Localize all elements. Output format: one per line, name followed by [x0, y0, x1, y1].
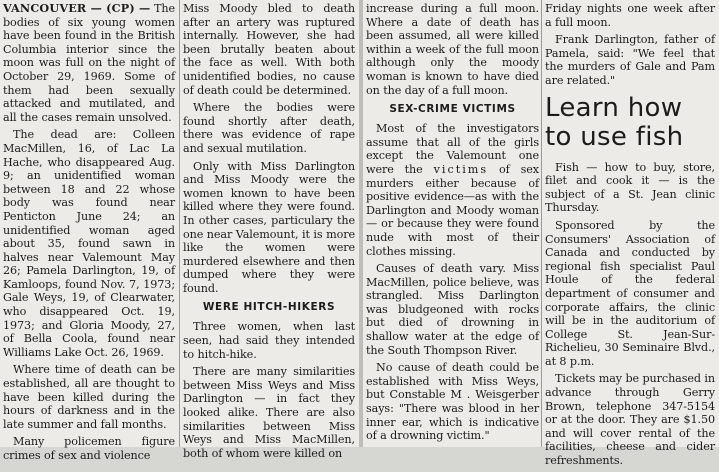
- column-rule: [179, 0, 180, 447]
- article-paragraph: Most of the investigators assume that all of the girls except the Valemount one were the victims of sex murders either because of positive evidence—as with the Darlington and Moody woman — or because they were found nude with most of their clothes missing.: [366, 122, 539, 258]
- article-paragraph: Causes of death vary. Miss MacMillen, police believe, was strangled. Miss Darlington was bludgeoned with rocks but died of drowning in shallow water at the edge of the South Thompson River.: [366, 262, 539, 357]
- article-paragraph: The dead are: Colleen MacMillen, 16, of Lac La Hache, who disappeared Aug. 9; an unidentified woman between 18 and 22 whose body was found near Penticton June 24; an unidentified woman aged about 35, found sawn in halves near Valemount May 26; Pamela Darlington, 19, of Kamloops, found Nov. 7, 1973; Gale Weys, 19, of Clearwater, who disappeared Oct. 19, 1973; and Gloria Moody, 27, of Bella Coola, found near Williams Lake Oct. 26, 1969.: [3, 128, 175, 359]
- article-column-4: [545, 2, 715, 472]
- article-column-1: [3, 2, 175, 467]
- subheading: SEX-CRIME VICTIMS: [389, 103, 516, 116]
- headline: Learn how to use fish: [545, 92, 684, 152]
- article-paragraph: No cause of death could be established with Miss Weys, but Constable M . Weisgerber says: "There was blood in her inner ear, which is indicative of a drowning victim.": [366, 361, 539, 443]
- article-paragraph: Only with Miss Darlington and Miss Moody were the women known to have been killed where they were found. In other cases, particulary the one near Valemount, it is more like the women were murdered elsewhere and then dumped where they were found.: [183, 159, 355, 295]
- article-paragraph: increase during a full moon. Where a date of death has been assumed, all were killed within a week of the full moon although only the moody woman is known to have died on the day of a full moon.: [366, 2, 539, 97]
- article-column-2: [183, 2, 355, 464]
- dateline: VANCOUVER — (CP) —: [3, 1, 151, 15]
- article-paragraph: Tickets may be purchased in advance through Gerry Brown, telephone 347-5154 or at the door. They are $1.50 and will cover rental of the facilities, cheese and cider refreshments.: [545, 372, 716, 468]
- newspaper-clipping-left: [0, 0, 359, 462]
- article-paragraph: Where time of death can be established, all are thought to have been killed during the hours of darkness and in the late summer and fall months.: [3, 363, 175, 431]
- article-paragraph: There are many similarities between Miss Weys and Miss Darlington — in fact they looked alike. There are also similarities between Miss Weys and Miss MacMillen, both of whom were killed on: [183, 365, 355, 460]
- column-rule: [541, 0, 542, 447]
- article-paragraph: Three women, when last seen, had said they intended to hitch-hike.: [183, 320, 355, 361]
- article-paragraph: Many policemen figure crimes of sex and violence: [3, 435, 175, 462]
- article-paragraph: VANCOUVER — (CP) — The bodies of six young women have been found in the British Columbia interior since the moon was full on the night of October 29, 1969. Some of them had been sexually attacked and mutilated, and all the cases remain unsolved.: [3, 1, 175, 124]
- article-column-3: [366, 2, 539, 447]
- article-paragraph: Friday nights one week after a full moon.: [545, 2, 715, 29]
- article-paragraph: Fish — how to buy, store, filet and cook it — is the subject of a St. Jean clinic Thursday.: [545, 160, 715, 215]
- article-paragraph: Frank Darlington, father of Pamela, said: "We feel that the murders of Gale and Pam are related.": [545, 33, 715, 87]
- article-paragraph: Sponsored by the Consumers' Association of Canada and conducted by regional fish specialist Paul Houle of the federal department of consumer and corporate affairs, the clinic will be in the auditorium of College St. Jean-Sur-Richelieu, 30 Seminaire Blvd., at 8 p.m.: [545, 218, 715, 368]
- subheading: WERE HITCH-HIKERS: [202, 301, 336, 314]
- article-paragraph: Where the bodies were found shortly after death, there was evidence of rape and sexual mutilation.: [183, 101, 355, 155]
- article-paragraph: Miss Moody bled to death after an artery was ruptured internally. However, she had been brutally beaten about the face as well. With both unidentified bodies, no cause of death could be determined.: [183, 2, 355, 97]
- newspaper-clipping-right: [363, 0, 719, 468]
